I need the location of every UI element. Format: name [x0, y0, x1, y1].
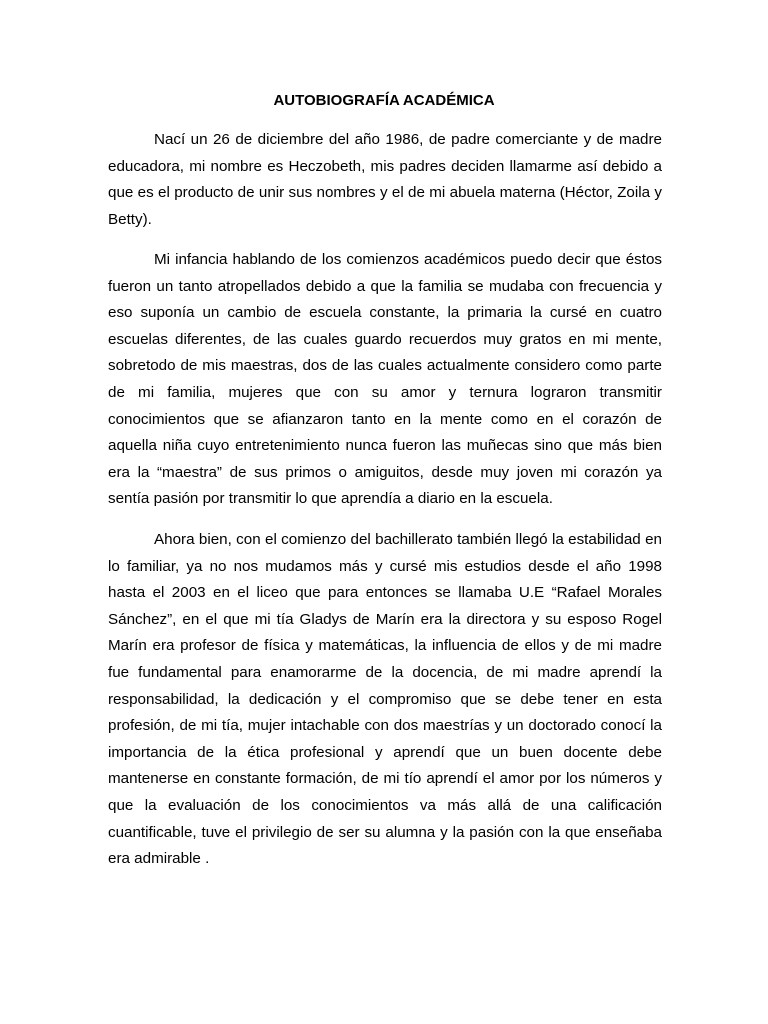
paragraph-birth: Nací un 26 de diciembre del año 1986, de padre comerciante y de madre educadora, mi nombre es Heczobeth, mis padres deciden llamarme así debido a que es el producto de unir sus nombres y el de mi abuela materna (Héctor, Zoila y Betty). [108, 131, 662, 228]
document-title: AUTOBIOGRAFÍA ACADÉMICA [273, 92, 495, 109]
paragraph-childhood: Mi infancia hablando de los comienzos académicos puedo decir que éstos fueron un tanto atropellados debido a que la familia se mudaba con frecuencia y eso suponía un cambio de escuela constante, la primaria la cursé en cuatro escuelas diferentes, de las cuales guardo recuerdos muy gratos en mi mente, sobretodo de mis maestras, dos de las cuales actualmente considero como parte de mi familia, mujeres que con su amor y ternura lograron transmitir conocimientos que se afianzaron tanto en la mente como en el corazón de aquella niña cuyo entretenimiento nunca fueron las muñecas sino que más bien era la “maestra” de sus primos o amiguitos, desde muy joven mi corazón ya sentía pasión por transmitir lo que aprendía a diario en la escuela. [108, 251, 662, 508]
paragraph-high-school: Ahora bien, con el comienzo del bachillerato también llegó la estabilidad en lo familiar, ya no nos mudamos más y cursé mis estudios desde el año 1998 hasta el 2003 en el liceo que para entonces se llamaba U.E “Rafael Morales Sánchez”, en el que mi tía Gladys de Marín era la directora y su esposo Rogel Marín era profesor de física y matemáticas, la influencia de ellos y de mi madre fue fundamental para enamorarme de la docencia, de mi madre aprendí la responsabilidad, la dedicación y el compromiso que se debe tener en esta profesión, de mi tía, mujer intachable con dos maestrías y un doctorado conocí la importancia de la ética profesional y aprendí que un buen docente debe mantenerse en constante formación, de mi tío aprendí el amor por los números y que la evaluación de los conocimientos va más allá de una calificación cuantificable, tuve el privilegio de ser su alumna y la pasión con la que enseñaba era admirable . [108, 531, 662, 868]
